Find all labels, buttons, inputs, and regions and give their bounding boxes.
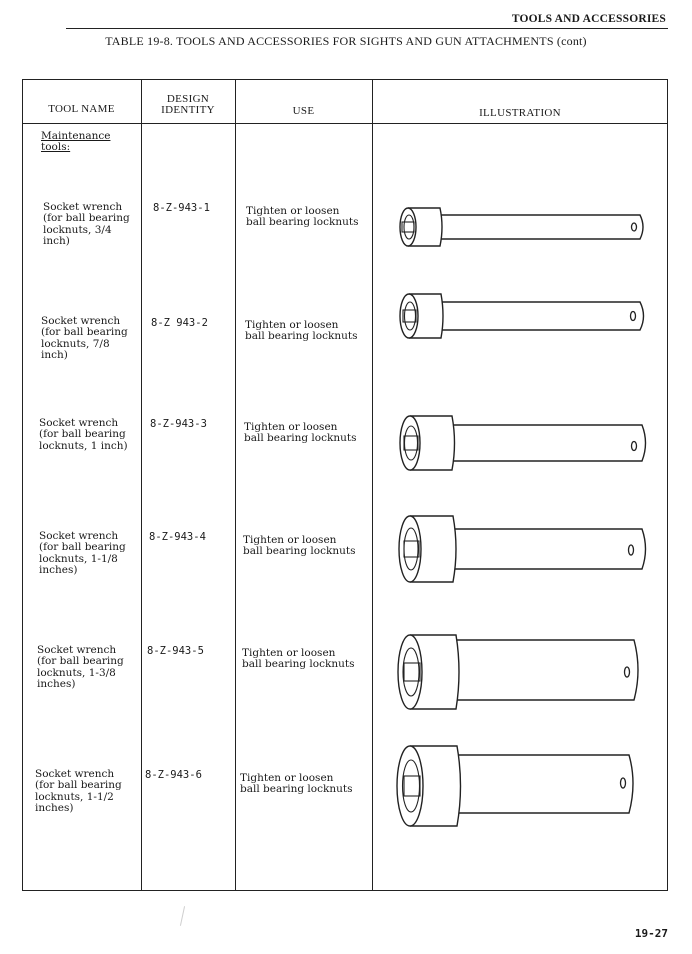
- tool-name-line: (for ball bearing: [43, 212, 130, 225]
- tool-name-line: locknuts, 1-1/2: [35, 790, 114, 803]
- tool-name-line: inches): [39, 564, 78, 577]
- design-identity-cell: 8-Z-943-6: [145, 769, 202, 781]
- section-label-line1: Maintenance: [41, 130, 111, 142]
- use-line: Tighten or loosen: [242, 647, 336, 659]
- socket-wrench-illustration: [396, 205, 648, 249]
- tool-name-cell: [43, 202, 130, 248]
- socket-wrench-illustration: [396, 413, 650, 473]
- column-divider: [372, 79, 373, 891]
- use-line: ball bearing locknuts: [245, 330, 358, 343]
- use-line: ball bearing locknuts: [244, 432, 357, 445]
- section-label: [41, 131, 110, 154]
- use-cell: [246, 206, 359, 229]
- socket-wrench-illustration: [393, 743, 643, 829]
- use-line: ball bearing locknuts: [243, 545, 356, 558]
- socket-wrench-illustration: [394, 632, 644, 712]
- tool-name-line: Socket wrench: [37, 644, 117, 656]
- tool-name-line: (for ball bearing: [41, 326, 128, 339]
- use-cell: [240, 773, 353, 796]
- tool-name-line: Socket wrench: [35, 768, 115, 780]
- tool-name-line: Socket wrench: [39, 417, 119, 429]
- column-divider: [235, 79, 236, 891]
- page-number: 19-27: [634, 927, 668, 940]
- socket-wrench-illustration: [396, 291, 648, 341]
- use-line: Tighten or loosen: [245, 319, 339, 331]
- use-cell: [245, 320, 358, 343]
- header-divider: [22, 123, 668, 124]
- tool-name-line: (for ball bearing: [39, 428, 126, 441]
- tool-name-line: (for ball bearing: [39, 541, 126, 554]
- column-header-use: USE: [292, 105, 315, 117]
- socket-wrench-illustration: [395, 513, 650, 585]
- column-header-design-line1: DESIGN: [166, 93, 210, 105]
- use-cell: [244, 422, 357, 445]
- use-line: ball bearing locknuts: [242, 658, 355, 671]
- tool-name-line: Socket wrench: [41, 315, 121, 327]
- tool-name-line: locknuts, 1-3/8: [37, 666, 116, 679]
- use-line: Tighten or loosen: [244, 421, 338, 433]
- use-line: Tighten or loosen: [240, 772, 334, 784]
- use-line: ball bearing locknuts: [240, 783, 353, 796]
- column-header-illustration: ILLUSTRATION: [479, 107, 561, 119]
- design-identity-cell: 8-Z-943-1: [153, 202, 210, 214]
- use-cell: [242, 648, 355, 671]
- tool-name-line: inches): [35, 802, 74, 815]
- tool-name-cell: [37, 645, 124, 691]
- tool-name-cell: [41, 316, 128, 362]
- tool-name-line: inch): [43, 235, 70, 248]
- running-head: TOOLS AND ACCESSORIES: [511, 13, 666, 25]
- tool-name-line: locknuts, 3/4: [43, 223, 112, 236]
- header-rule: [66, 28, 668, 29]
- column-divider: [141, 79, 142, 891]
- column-header-design-identity: [141, 94, 235, 116]
- tool-name-line: inches): [37, 678, 76, 691]
- column-header-design-line2: IDENTITY: [161, 104, 215, 116]
- tool-name-cell: [39, 531, 126, 577]
- scan-mark: [180, 906, 185, 926]
- design-identity-cell: 8-Z-943-5: [147, 645, 204, 657]
- design-identity-cell: 8-Z 943-2: [151, 317, 208, 329]
- use-line: Tighten or loosen: [243, 534, 337, 546]
- use-cell: [243, 535, 356, 558]
- tool-name-cell: [39, 418, 128, 452]
- tool-name-line: Socket wrench: [43, 201, 123, 213]
- tool-name-line: locknuts, 7/8: [41, 337, 110, 350]
- tool-name-line: locknuts, 1-1/8: [39, 552, 118, 565]
- column-header-tool-name: TOOL NAME: [48, 103, 115, 115]
- use-line: Tighten or loosen: [246, 205, 340, 217]
- tool-name-line: locknuts, 1 inch): [39, 439, 128, 452]
- section-label-line2: tools:: [41, 141, 71, 154]
- tool-name-line: inch): [41, 349, 68, 362]
- design-identity-cell: 8-Z-943-3: [150, 418, 207, 430]
- tool-name-line: (for ball bearing: [37, 655, 124, 668]
- table-title: TABLE 19-8. TOOLS AND ACCESSORIES FOR SIGHTS AND GUN ATTACHMENTS (cont): [105, 34, 587, 48]
- tool-name-cell: [35, 769, 122, 815]
- design-identity-cell: 8-Z-943-4: [149, 531, 206, 543]
- tool-name-line: Socket wrench: [39, 530, 119, 542]
- tool-name-line: (for ball bearing: [35, 779, 122, 792]
- use-line: ball bearing locknuts: [246, 216, 359, 229]
